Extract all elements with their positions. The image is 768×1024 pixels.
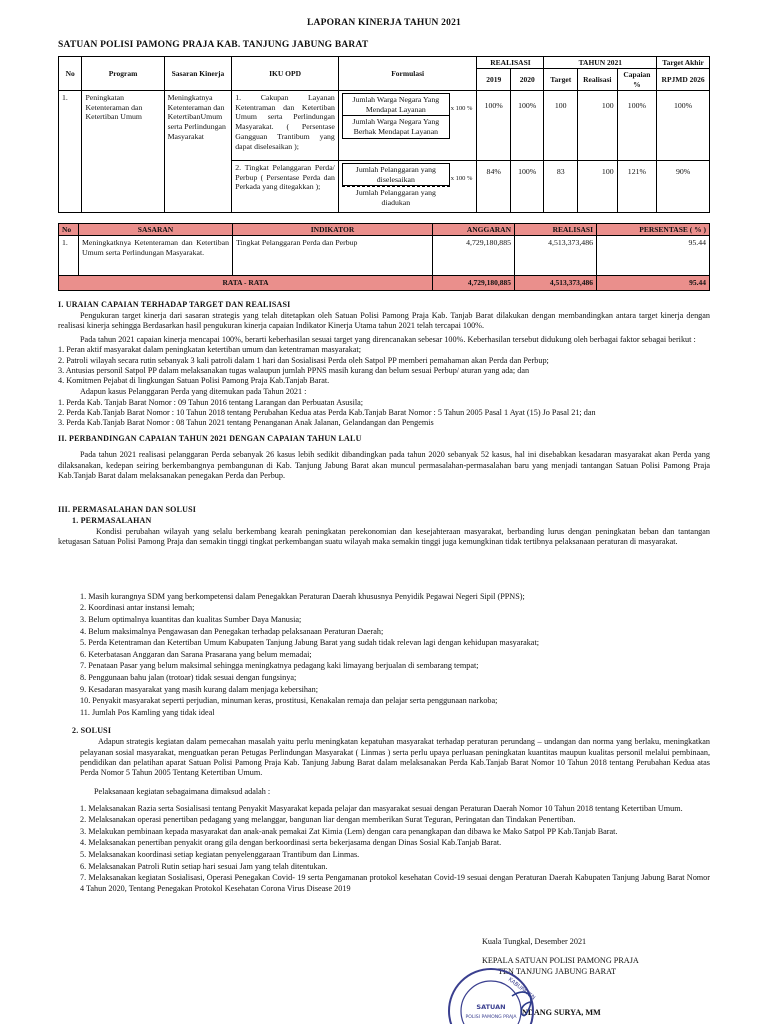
document-title: LAPORAN KINERJA TAHUN 2021: [307, 18, 461, 28]
col-program: Program: [82, 56, 164, 90]
subsection-solutions-title: 2. SOLUSI: [72, 726, 112, 736]
section-3-paragraph: Pelaksanaan kegiatan sebagaimana dimaksud adalah :: [94, 787, 271, 797]
table-row: [59, 236, 710, 276]
col-realisasi: REALISASI: [515, 223, 597, 235]
cell-no: 1.: [59, 236, 79, 276]
list-item: 4. Melaksanakan penertiban penyakit orang gila dengan berkoordinasi serta bekerjasama dengan Dinas Sosial Kab.Tanjab Barat.: [80, 838, 502, 848]
section-1-title: I. URAIAN CAPAIAN TERHADAP TARGET DAN REALISASI: [58, 299, 291, 309]
section-1-paragraph: Pengukuran target kinerja dari sasaran strategis yang telah ditetapkan oleh Satuan Polisi Pamong Praja Kab. Tanjab Barat dilakukan dengan membandingkan antara target kinerja dengan realisasi kinerja sehingga Berdasarkan hasil pengukuran kinerja capaian Indikator Kinerja Utama tahun 2021 telah tercapai 100%.: [58, 310, 710, 330]
list-item: 8. Penggunaan bahu jalan (trotoar) tidak sesuai dengan fungsinya;: [80, 673, 297, 683]
col-2020: 2020: [510, 69, 544, 91]
cell-2019: 84%: [477, 160, 511, 212]
problem-list: [58, 592, 710, 719]
cell-realisasi: 100: [578, 160, 618, 212]
list-item: 7. Melaksanakan kegiatan Sosialisasi, Operasi Penegakan Covid- 19 serta Pengamanan protokol kesehatan Covid-19 sesuai dengan Peraturan Daerah Kabupaten Tanjung Jabung Barat Nomor 4 Tahun 2020, Tentang Penegakan Protokol Kesehatan Corona Virus Disease 2019: [80, 873, 710, 893]
list-item: 4. Belum maksimalnya Pengawasan dan Penegakan terhadap pelaksanaan Peraturan Daerah;: [80, 626, 384, 636]
subsection-problems-title: 1. PERMASALAHAN: [72, 516, 152, 526]
cell-rpjmd: 90%: [657, 160, 710, 212]
section-3-paragraph: Adapun strategis kegiatan dalam pemecahan masalah yaitu perlu meningkatan kepatuhan masyarakat terhadap peraturan perundang – undangan dan norma yang berlaku, meningkatkan pelayanan sosial masyarakat, menguatkan peran Petugas Perlindungan Masyarakat ( Linmas ) serta perlu upaya perluasan peningkatan kuantitas maupun kualitas personil melalui pembinaan, pendidikan dan pelatihan aparat Satuan Polisi Pamong Praja Kab. Tanjung Jabung Barat dalam melaksanakan Perda Kab.Tanjab Barat Nomor 10 Tahun 2018 tentang Perubahan Kedua atas Perda Nomor 5 Tahun 2005 Tentang Ketertiban Umum.: [80, 737, 710, 778]
col-tahun: TAHUN 2021: [544, 56, 657, 68]
col-anggaran: ANGGARAN: [433, 223, 515, 235]
col-realisasi-sub: Realisasi: [578, 69, 618, 91]
cell-program: Peningkatan Ketenteraman dan Ketertiban Umum: [82, 90, 164, 212]
cell-iku: 2. Tingkat Pelanggaran Perda/ Perbup ( Persentase Perda dan Perkada yang ditegakkan );: [232, 160, 339, 212]
col-indikator: INDIKATOR: [233, 223, 433, 235]
col-persentase: PERSENTASE ( % ): [597, 223, 710, 235]
signature-line-2: TEN TANJUNG JABUNG BARAT: [498, 966, 617, 976]
average-persentase: 95.44: [597, 276, 710, 290]
col-rpjmd: RPJMD 2026: [657, 69, 710, 91]
cell-rpjmd: 100%: [657, 90, 710, 160]
list-item: 3. Belum optimalnya kuantitas dan kualitas Sumber Daya Manusia;: [80, 614, 302, 624]
factor-list: [58, 345, 710, 386]
cell-sasaran: Meningkatknya Ketenteraman dan Ketertiban Umum serta Perlindungan Masyarakat.: [79, 236, 233, 276]
section-2-paragraph: Pada tahun 2021 realisasi pelanggaran Perda sebanyak 26 kasus lebih sedikit dibandingkan pada tahun 2020 sebanyak 52 kasus, hal ini disebabkan kesadaran masyarakat akan Perda yang dilaksanakan, kedepan seiring berkembangnya pembangunan di Kab. Tanjung Jabung Barat akan muncul permasalahan-permasalahan baru yang menjadi tantangan Satuan Polisi Pamong Praja Kab.Tanjab Barat dalam melaksanakan penegakan Perda dan Perbup.: [58, 450, 710, 480]
list-item: 1. Melaksanakan Razia serta Sosialisasi tentang Penyakit Masyarakat kepada pelajar dan masyarakat sesuai dengan Peraturan Daerah Nomor 10 Tahun 2018 tentang Ketertiban Umum.: [80, 803, 683, 813]
section-3-paragraph: Kondisi perubahan wilayah yang selalu berkembang kearah peningkatan perekonomian dan kesejahteraan masyarakat, berbanding lurus dengan peningkatan beban dan tantangan ketugasan Satuan Polisi Pamong Praja dan semakin tinggi tingkat perkembangan suatu wilayah maka semakin tinggi juga kemungkinan tidak tertibnya pelaksanaan peraturan di masyarakat.: [58, 527, 710, 547]
average-realisasi: 4,513,373,486: [515, 276, 597, 290]
col-2019: 2019: [477, 69, 511, 91]
list-item: 2. Koordinasi antar instansi lemah;: [80, 603, 195, 613]
list-item: 2. Perda Kab.Tanjab Barat Nomor : 10 Tahun 2018 tentang Perubahan Kedua atas Perda Kab.Tanjab Barat Nomor : 5 Tahun 2005 Pasal 1 Ayat (15) Jo Pasal 21; dan: [58, 407, 596, 417]
signature-name: NDANG SURYA, MM: [522, 1007, 601, 1017]
cell-realisasi: 100: [578, 90, 618, 160]
stamp-ring-text: KABUPATEN: [506, 976, 536, 1002]
signature-place-date: Kuala Tungkal, Desember 2021: [482, 937, 587, 946]
cell-target: 100: [544, 90, 578, 160]
performance-table: [58, 56, 710, 213]
col-no: No: [59, 56, 82, 90]
section-2-title: II. PERBANDINGAN CAPAIAN TAHUN 2021 DENGAN CAPAIAN TAHUN LALU: [58, 434, 362, 444]
list-item: 9. Kesadaran masyarakat yang masih kurang dalam menjaga kebersihan;: [80, 684, 319, 694]
cell-sasaran: Meningkatnya Ketenteraman dan KetertibanUmum serta Perlindungan Masyarakat: [164, 90, 232, 212]
cell-indikator: Tingkat Pelanggaran Perda dan Perbup: [233, 236, 433, 276]
cell-anggaran: 4,729,180,885: [433, 236, 515, 276]
solution-list: [58, 804, 710, 894]
cell-2020: 100%: [510, 90, 544, 160]
table-row: [59, 90, 710, 160]
list-item: 6. Melaksanakan Patroli Rutin setiap hari sesuai Jam yang telah ditentukan.: [80, 861, 328, 871]
stamp-label-top: SATUAN: [476, 1003, 506, 1011]
organization-title: SATUAN POLISI PAMONG PRAJA KAB. TANJUNG JABUNG BARAT: [58, 39, 369, 50]
section-1-paragraph: Adapun kasus Pelanggaran Perda yang ditemukan pada Tahun 2021 :: [80, 387, 307, 397]
stamp-label-mid: POLISI PAMONG PRAJA: [465, 1015, 517, 1020]
list-item: 5. Melaksanakan koordinasi setiap kegiatan penyelenggaraan Trantibum dan Linmas.: [80, 850, 360, 860]
col-formulasi: Formulasi: [338, 56, 477, 90]
list-item: 6. Keterbatasan Anggaran dan Sarana Prasarana yang belum memadai;: [80, 649, 312, 659]
section-3-title: III. PERMASALAHAN DAN SOLUSI: [58, 505, 197, 515]
list-item: 1. Perda Kab. Tanjab Barat Nomor : 09 Tahun 2016 tentang Larangan dan Perbuatan Asusila;: [58, 397, 364, 407]
col-target-akhir: Target Akhir: [657, 56, 710, 68]
budget-table: [58, 223, 710, 291]
average-label: RATA - RATA: [59, 276, 433, 290]
list-item: 2. Melaksanakan operasi penertiban pedagang yang melanggar, bangunan liar dengan memberikan Surat Teguran, Peringatan dan Tindakan Penertiban.: [80, 815, 576, 825]
cell-capaian: 100%: [617, 90, 657, 160]
formula-numerator: Jumlah Warga Negara Yang Mendapat Layanan: [342, 93, 450, 116]
list-item: 7. Penataan Pasar yang belum maksimal sehingga meningkatnya pedagang kaki limayang berjualan di sembarang tempat;: [80, 661, 479, 671]
formula-multiplier: x 100 %: [450, 174, 473, 182]
formula-numerator: Jumlah Pelanggaran yang diselesaikan: [342, 163, 450, 186]
list-item: 3. Melakukan pembinaan kepada masyarakat dan anak-anak pemakai Zat Kimia (Lem) dengan cara penangkapan dan dibawa ke Mako Satpol PP Kab.Tanjab Barat.: [80, 826, 618, 836]
cell-realisasi: 4,513,373,486: [515, 236, 597, 276]
formula-denominator: Jumlah Warga Negara Yang Berhak Mendapat Layanan: [342, 116, 450, 138]
official-stamp-icon: [446, 966, 536, 1024]
cell-2020: 100%: [510, 160, 544, 212]
col-iku: IKU OPD: [232, 56, 339, 90]
list-item: 11. Jumlah Pos Kamling yang tidak ideal: [80, 708, 215, 718]
cell-formula: [338, 160, 477, 212]
list-item: 1. Peran aktif masyarakat dalam peningkatan ketertiban umum dan ketentraman masyarakat;: [58, 345, 362, 355]
col-realisasi: REALISASI: [477, 56, 544, 68]
list-item: 3. Antusias personil Satpol PP dalam melaksanakan tugas walaupun jumlah PPNS masih kurang dan belum sesuai Perbup/ aturan yang ada; dan: [58, 365, 530, 375]
cell-formula: [338, 90, 477, 160]
case-list: [58, 398, 710, 429]
list-item: 5. Perda Ketentraman dan Ketertiban Umum Kabupaten Tanjung Jabung Barat yang sudah tidak relevan lagi dengan kehidupan masyarakat;: [80, 638, 539, 648]
col-target: Target: [544, 69, 578, 91]
col-sasaran: Sasaran Kinerja: [164, 56, 232, 90]
signature-line-1: KEPALA SATUAN POLISI PAMONG PRAJA: [482, 956, 639, 966]
col-capaian: Capaian %: [617, 69, 657, 91]
list-item: 10. Penyakit masyarakat seperti perjudian, minuman keras, prostitusi, Kenakalan remaja dan pelajar serta penggunaan narkoba;: [80, 696, 498, 706]
cell-persentase: 95.44: [597, 236, 710, 276]
col-sasaran: SASARAN: [79, 223, 233, 235]
average-anggaran: 4,729,180,885: [433, 276, 515, 290]
list-item: 1. Masih kurangnya SDM yang berkompetensi dalam Penegakkan Peraturan Daerah khususnya Penyidik Pegawai Negeri Sipil (PPNS);: [80, 591, 525, 601]
list-item: 3. Perda Kab.Tanjab Barat Nomor : 08 Tahun 2021 tentang Penanganan Anak Jalanan, Gelandangan dan Pengemis: [58, 418, 434, 428]
list-item: 4. Komitmen Pejabat di lingkungan Satuan Polisi Pamong Praja Kab.Tanjab Barat.: [58, 376, 330, 386]
col-no: No: [59, 223, 79, 235]
cell-no: 1.: [59, 90, 82, 212]
cell-target: 83: [544, 160, 578, 212]
average-row: [59, 276, 710, 290]
formula-multiplier: x 100 %: [450, 104, 473, 112]
cell-iku: 1. Cakupan Layanan Ketentraman dan Ketertiban Umum serta Perlindungan Masyarakat. ( Persentase Gangguan Trantibum yang dapat diselesaikan );: [232, 90, 339, 160]
cell-2019: 100%: [477, 90, 511, 160]
section-1-paragraph: Pada tahun 2021 capaian kinerja mencapai 100%, berarti keberhasilan sesuai target yang direncanakan sebesar 100%. Keberhasilan tersebut didukung oleh berbagai faktor sebagai berikut :: [80, 335, 696, 345]
cell-capaian: 121%: [617, 160, 657, 212]
list-item: 2. Patroli wilayah secara rutin sebanyak 3 kali patroli dalam 1 hari dan Sosialisasi Perda oleh Satpol PP memberi pemahaman akan Perda dan Perbup;: [58, 355, 549, 365]
formula-denominator: Jumlah Pelanggaran yang diadukan: [342, 186, 450, 208]
